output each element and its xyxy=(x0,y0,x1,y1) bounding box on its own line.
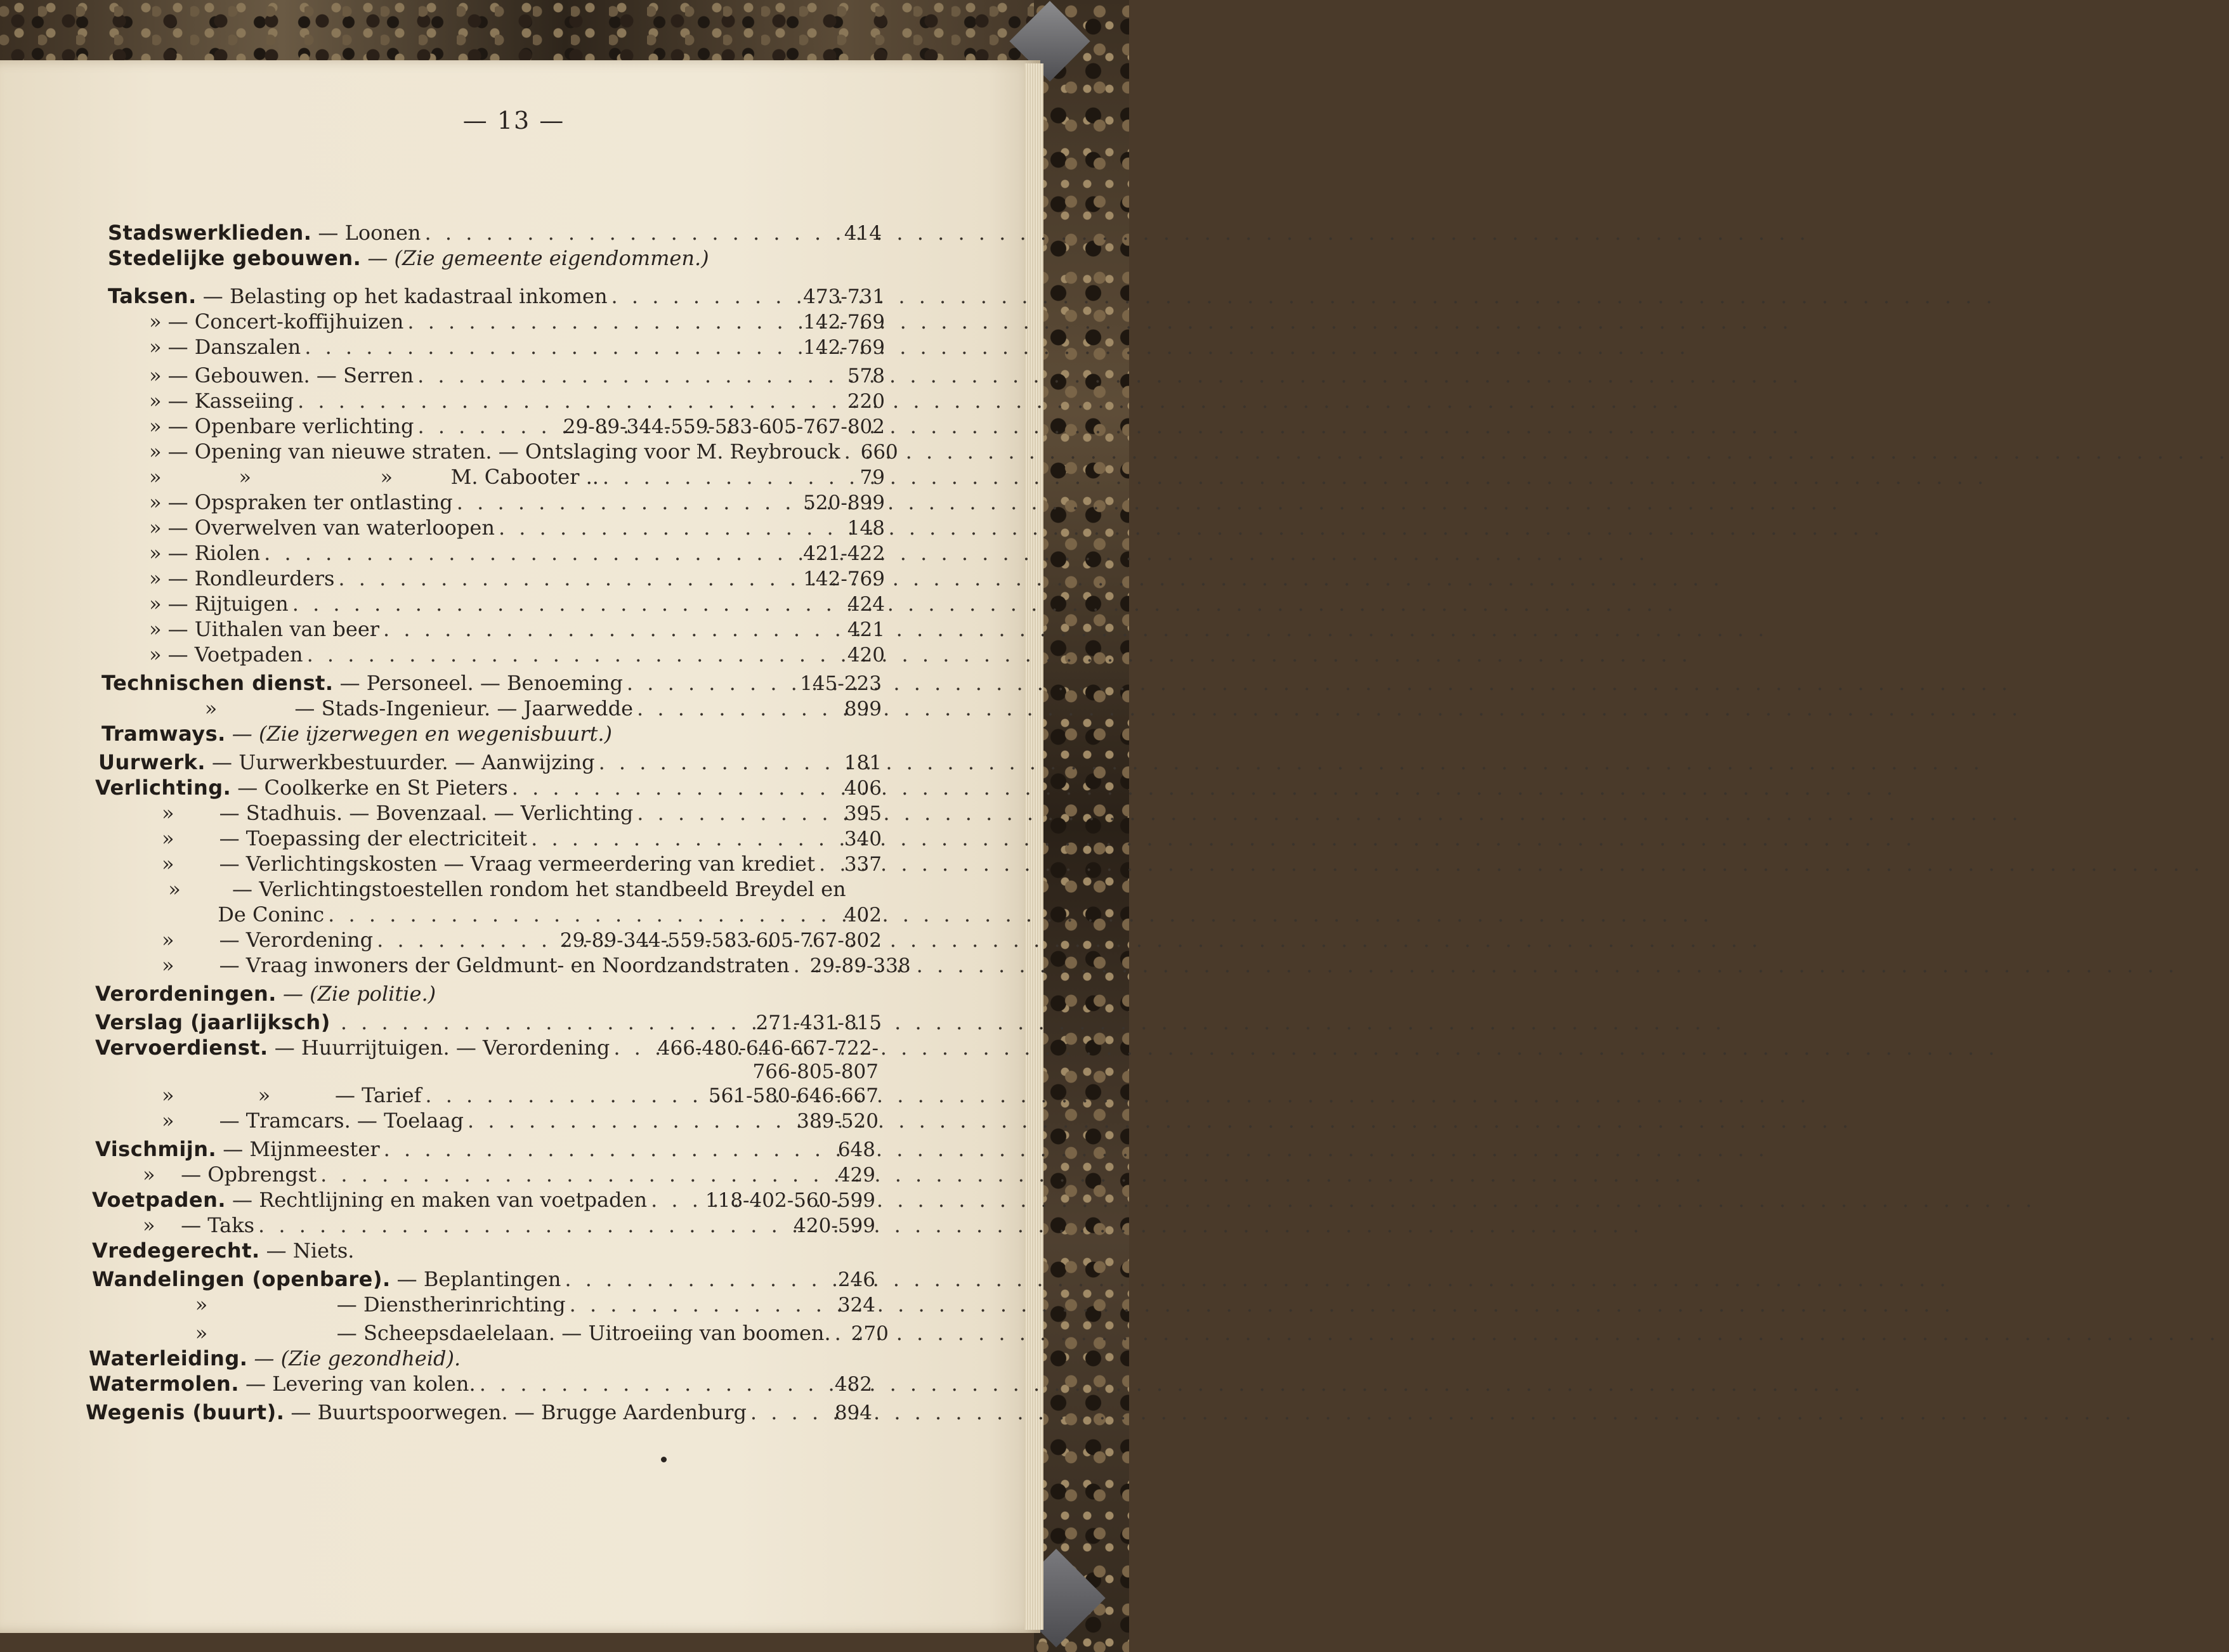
entry-text: — Uurwerkbestuurder. — Aanwijzing xyxy=(212,750,595,774)
index-entry xyxy=(162,875,882,903)
index-entry xyxy=(101,694,882,722)
entry-pages: 660 xyxy=(860,441,898,464)
entry-text: — Rechtlijning en maken van voetpaden xyxy=(232,1188,648,1212)
entry-text: — Openbare verlichting xyxy=(167,414,414,438)
entry-text: — (Zie ijzerwegen en wegenisbuurt.) xyxy=(232,722,613,746)
entry-text: » — Tarief xyxy=(180,1083,422,1107)
leader-dots xyxy=(750,1398,831,1426)
leader-dots xyxy=(384,1135,834,1163)
entry-pages: 402 xyxy=(844,904,882,927)
leader-dots xyxy=(467,1107,793,1135)
leader-dots xyxy=(377,926,556,954)
leader-dots xyxy=(297,387,844,415)
entry-pages: 29-89-344-559-583-605-767-802 xyxy=(559,929,882,952)
index-entry xyxy=(98,748,882,776)
entry-pages: 482 xyxy=(834,1373,872,1396)
leader-dots xyxy=(307,641,844,668)
leader-dots xyxy=(338,564,799,592)
entry-pages: 520-899 xyxy=(803,491,885,514)
entry-headword: Waterleiding. xyxy=(89,1346,248,1370)
leader-dots xyxy=(835,1319,847,1347)
ditto-mark: » xyxy=(149,363,162,387)
ditto-mark: » xyxy=(162,852,174,876)
entry-text: — Danszalen xyxy=(167,335,301,359)
entry-pages: 421 xyxy=(847,618,885,641)
index-entry xyxy=(92,1291,875,1318)
index-entry xyxy=(95,1008,882,1036)
ditto-mark: » xyxy=(162,826,174,850)
entry-text: — Kasseiing xyxy=(167,389,294,413)
index-entry xyxy=(143,1211,875,1239)
index-entry xyxy=(89,1344,875,1372)
index-entry xyxy=(95,901,882,928)
ditto-mark: » xyxy=(162,801,174,825)
entry-text: — Stadhuis. — Bovenzaal. — Verlichting xyxy=(180,801,634,825)
entry-text: — Verlichtingstoestellen rondom het standbeeld Breydel en xyxy=(193,877,846,901)
entry-pages: 766-805-807 xyxy=(752,1060,879,1083)
leader-dots xyxy=(383,615,844,643)
index-entry xyxy=(95,774,882,802)
leader-dots xyxy=(531,824,840,852)
entry-pages: 337 xyxy=(844,853,882,876)
index-entry xyxy=(101,669,882,697)
entry-pages: 561-580-646-667 xyxy=(708,1084,879,1107)
entry-text: — (Zie politie.) xyxy=(282,982,436,1006)
entry-pages: 79 xyxy=(860,466,885,489)
entry-pages: 29-89-338 xyxy=(809,954,911,977)
entry-pages: 424 xyxy=(847,593,885,616)
entry-text: — Niets. xyxy=(266,1239,355,1263)
ditto-mark: » xyxy=(149,335,162,359)
leader-dots xyxy=(425,219,840,247)
entry-text: » — Dienstherinrichting xyxy=(92,1292,566,1317)
index-entry xyxy=(92,1319,889,1347)
entry-text: — Opbrengst xyxy=(161,1162,317,1187)
entry-pages: 466-480-646-667-722- xyxy=(657,1037,879,1060)
entry-text: — Riolen xyxy=(167,541,261,565)
ditto-mark: » xyxy=(149,309,162,334)
entry-pages: 473-731 xyxy=(803,285,885,308)
index-entry xyxy=(162,850,882,878)
ditto-mark: » xyxy=(149,465,162,489)
index-entries xyxy=(0,0,1028,1652)
ditto-mark: » xyxy=(149,617,162,641)
entry-pages: 894 xyxy=(834,1402,872,1424)
index-entry xyxy=(149,488,885,516)
entry-pages: 324 xyxy=(837,1294,875,1317)
leader-dots xyxy=(651,1186,702,1214)
index-entry xyxy=(149,514,885,542)
entry-text: — Verordening xyxy=(180,928,374,952)
entry-text: — Overwelven van waterloopen xyxy=(167,516,495,540)
entry-headword: Wandelingen (openbare). xyxy=(92,1267,391,1291)
entry-pages: 118-402-560-599 xyxy=(705,1189,875,1212)
index-entry xyxy=(92,1265,875,1293)
index-entry xyxy=(149,641,885,668)
leader-dots xyxy=(570,1291,834,1318)
leader-dots xyxy=(599,748,840,776)
entry-pages: 220 xyxy=(847,390,885,413)
entry-text: — Rondleurders xyxy=(167,566,335,590)
ditto-mark: » xyxy=(149,592,162,616)
leader-dots xyxy=(417,412,559,440)
entry-text: — Taks xyxy=(161,1213,255,1237)
entry-pages: 414 xyxy=(844,222,882,245)
entry-pages: 29-89-344-559-583-605-767-802 xyxy=(563,415,885,438)
entry-pages: 395 xyxy=(844,802,882,825)
ditto-mark: » xyxy=(149,516,162,540)
index-entry xyxy=(101,720,882,748)
entry-text: — Vraag inwoners der Geldmunt- en Noordzandstraten xyxy=(180,953,790,977)
entry-text: — Toepassing der electriciteit xyxy=(180,826,528,850)
ditto-mark: » xyxy=(162,953,174,977)
leader-dots xyxy=(603,463,856,491)
entry-text: — Concert-koffijhuizen xyxy=(167,309,404,334)
entry-text: — Coolkerke en St Pieters xyxy=(237,776,508,800)
index-entry xyxy=(149,463,885,491)
entry-text: — Verlichtingskosten — Vraag vermeerdering van krediet xyxy=(180,852,815,876)
leader-dots xyxy=(794,951,806,979)
entry-pages: 899 xyxy=(844,698,882,720)
ditto-mark: » xyxy=(149,541,162,565)
leader-dots xyxy=(292,590,844,618)
entry-pages: 420-599 xyxy=(794,1214,875,1237)
index-entry xyxy=(89,1370,872,1398)
ditto-mark: » xyxy=(149,439,162,464)
entry-headword: Watermolen. xyxy=(89,1372,239,1396)
entry-headword: Verslag (jaarlijksch) xyxy=(95,1010,330,1034)
entry-text: — Mijnmeester xyxy=(223,1137,380,1161)
index-entry xyxy=(92,1186,875,1214)
entry-pages: 246 xyxy=(837,1268,875,1291)
index-entry xyxy=(149,615,885,643)
entry-text: — Opspraken ter ontlasting xyxy=(167,490,453,514)
entry-pages: 142-769 xyxy=(803,336,885,359)
entry-headword: Stadswerklieden. xyxy=(108,221,312,245)
index-entry xyxy=(162,951,911,979)
ink-dot xyxy=(661,1457,667,1462)
leader-dots xyxy=(304,333,799,361)
entry-pages: 406 xyxy=(844,777,882,800)
ditto-mark: » xyxy=(162,1109,174,1133)
ditto-mark: » xyxy=(149,414,162,438)
entry-text: — Personeel. — Benoeming xyxy=(339,671,623,695)
leader-dots xyxy=(407,308,799,335)
entry-text: — Loonen xyxy=(318,221,421,245)
entry-pages: 578 xyxy=(847,365,885,387)
entry-headword: Verlichting. xyxy=(95,776,232,800)
leader-dots xyxy=(480,1370,831,1398)
leader-dots xyxy=(320,1161,834,1188)
leader-dots xyxy=(328,901,840,928)
entry-headword: Technischen dienst. xyxy=(101,671,334,695)
leader-dots xyxy=(264,539,799,567)
entry-text: — Opening van nieuwe straten. — Ontslaging voor M. Reybrouck xyxy=(167,439,840,464)
leader-dots xyxy=(819,850,840,878)
leader-dots xyxy=(341,1008,752,1036)
index-entry xyxy=(149,308,885,335)
entry-text: » — Stads-Ingenieur. — Jaarwedde xyxy=(101,696,634,720)
ditto-mark: » xyxy=(149,566,162,590)
entry-pages: 145-223 xyxy=(800,672,882,695)
entry-headword: Uurwerk. xyxy=(98,750,206,774)
entry-pages: 270 xyxy=(851,1322,889,1345)
index-entry xyxy=(149,590,885,618)
entry-text: — (Zie gemeente eigendommen.) xyxy=(367,246,709,270)
entry-text: — Tramcars. — Toelaag xyxy=(180,1109,464,1133)
entry-text: » » M. Cabooter .. xyxy=(167,465,599,489)
leader-dots xyxy=(844,438,857,465)
index-entry xyxy=(149,387,885,415)
entry-text: — Gebouwen. — Serren xyxy=(167,363,414,387)
index-entry xyxy=(162,926,882,954)
entry-headword: Vischmijn. xyxy=(95,1137,217,1161)
index-entry xyxy=(149,539,885,567)
entry-pages: 389-520 xyxy=(797,1110,879,1133)
index-entry xyxy=(149,412,885,440)
index-entry xyxy=(92,1237,875,1265)
entry-pages: 648 xyxy=(837,1138,875,1161)
entry-pages: 340 xyxy=(844,828,882,850)
entry-pages: 142-769 xyxy=(803,568,885,590)
index-entry xyxy=(108,244,882,272)
index-entry xyxy=(86,1398,872,1426)
entry-headword: Vredegerecht. xyxy=(92,1239,260,1263)
index-entry xyxy=(108,282,885,310)
entry-text: — Huurrijtuigen. — Verordening xyxy=(274,1036,610,1060)
entry-text: — Voetpaden xyxy=(167,642,303,667)
index-entry xyxy=(95,1135,875,1163)
entry-pages: 421-422 xyxy=(803,542,885,565)
index-entry xyxy=(162,799,882,827)
entry-headword: Taksen. xyxy=(108,284,197,308)
entry-text: » — Scheepsdaelelaan. — Uitroeiing van boomen. xyxy=(92,1321,831,1345)
index-entry xyxy=(162,1107,879,1135)
entry-text: — (Zie gezondheid). xyxy=(254,1346,461,1370)
leader-dots xyxy=(258,1211,790,1239)
ditto-mark: » xyxy=(168,877,181,901)
entry-text: — Beplantingen xyxy=(396,1267,561,1291)
entry-text: — Buurtspoorwegen. — Brugge Aardenburg xyxy=(291,1400,747,1424)
index-entry xyxy=(149,361,885,389)
entry-headword: Wegenis (buurt). xyxy=(86,1400,285,1424)
entry-pages: 181 xyxy=(844,751,882,774)
entry-text: — Belasting op het kadastraal inkomen xyxy=(202,284,608,308)
entry-headword: Voetpaden. xyxy=(92,1188,226,1212)
leader-dots xyxy=(637,799,840,827)
entry-pages: 429 xyxy=(837,1164,875,1187)
ditto-mark: » xyxy=(149,389,162,413)
entry-text: — Levering van kolen. xyxy=(245,1372,476,1396)
entry-text: — Rijtuigen xyxy=(167,592,289,616)
entry-headword: Verordeningen. xyxy=(95,982,277,1006)
leader-dots xyxy=(627,669,796,697)
index-entry xyxy=(149,333,885,361)
ditto-mark: » xyxy=(162,928,174,952)
leader-dots xyxy=(499,514,844,542)
leader-dots xyxy=(611,282,800,310)
ditto-mark: » xyxy=(149,642,162,667)
entry-pages: 420 xyxy=(847,644,885,667)
index-entry xyxy=(149,564,885,592)
leader-dots xyxy=(457,488,799,516)
ditto-mark: » xyxy=(143,1213,155,1237)
index-entry xyxy=(162,1081,879,1109)
index-entry xyxy=(143,1161,875,1188)
leader-dots xyxy=(565,1265,833,1293)
entry-pages: 142-769 xyxy=(803,311,885,334)
entry-headword: Stedelijke gebouwen. xyxy=(108,246,362,270)
index-entry xyxy=(162,824,882,852)
leader-dots xyxy=(417,361,844,389)
entry-pages: 271-431-815 xyxy=(755,1011,882,1034)
ditto-mark: » xyxy=(162,1083,174,1107)
page-number: — 13 — xyxy=(462,107,565,134)
entry-text: — Uithalen van beer xyxy=(167,617,380,641)
leader-dots xyxy=(425,1081,705,1109)
entry-headword: Vervoerdienst. xyxy=(95,1036,268,1060)
entry-pages: 148 xyxy=(847,517,885,540)
entry-text: De Coninc xyxy=(95,902,325,927)
leader-dots xyxy=(637,694,840,722)
leader-dots xyxy=(512,774,840,802)
entry-headword: Tramways. xyxy=(101,722,226,746)
index-entry xyxy=(149,438,898,465)
index-entry xyxy=(95,980,882,1008)
index-entry xyxy=(108,219,882,247)
ditto-mark: » xyxy=(149,490,162,514)
ditto-mark: » xyxy=(143,1162,155,1187)
